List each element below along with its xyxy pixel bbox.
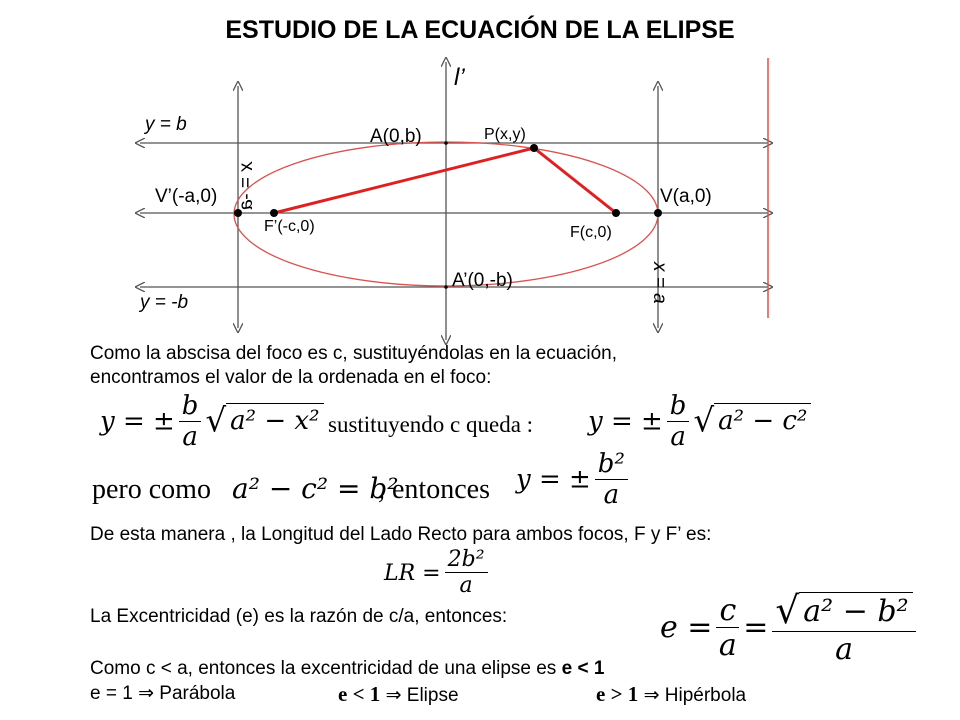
ecc-den-2: a	[835, 632, 853, 668]
point-v-prime-dot	[234, 209, 242, 217]
label-y-neg-b: y = -b	[140, 292, 189, 313]
paragraph-1-line-2: encontramos el valor de la ordenada en el foco:	[90, 367, 492, 388]
eq1-radicand: a² − x²	[226, 403, 323, 436]
para4-bold: e < 1	[561, 658, 605, 679]
lr-num: 2b²	[445, 548, 488, 573]
label-point-a: A(0,b)	[370, 126, 422, 147]
eq3-expr: a² − c² = b²	[232, 472, 399, 505]
eq2-num: b	[667, 392, 690, 422]
axis-label: l’	[454, 64, 465, 91]
ecc-den-1: a	[718, 628, 737, 664]
lr-lhs: LR =	[384, 560, 441, 586]
paragraph-1-line-1: Como la abscisa del foco es c, sustituyéndolas en la ecuación,	[90, 343, 618, 364]
equation-eccentricity: e = $\frac{c}{a}$ = $\frac{\text{√ a² − b²}}{a}$	[660, 590, 920, 668]
case2-result: ⇒ Elipse	[385, 685, 459, 706]
eq1-num: b	[179, 392, 202, 422]
case-hiperbola	[596, 682, 746, 707]
label-x-neg-a: x = -a	[236, 162, 257, 211]
label-point-a-prime: A’(0,-b)	[452, 270, 513, 291]
label-point-f-prime: F’(-c,0)	[264, 218, 315, 235]
eq3-text-2: , entonces	[378, 474, 490, 505]
label-point-p: P(x,y)	[484, 126, 526, 143]
case-elipse	[338, 682, 459, 707]
paragraph-3: La Excentricidad (e) es la razón de c/a, entonces:	[90, 606, 508, 627]
equation-ordinate-focus: y = ± $\frac{b}{a}$ √ a² − c²	[588, 392, 811, 453]
lr-den: a	[459, 573, 473, 599]
eq2-radicand: a² − c²	[714, 403, 811, 436]
paragraph-2: De esta manera , la Longitud del Lado Recto para ambos focos, F y F’ es:	[90, 524, 712, 545]
case1-cond: e = 1	[90, 683, 133, 704]
paragraph-4	[90, 658, 604, 680]
eq3-lhs: y = ±	[516, 464, 591, 495]
ecc-eq: =	[743, 610, 769, 646]
point-v-dot	[654, 209, 662, 217]
label-point-v-prime: V’(-a,0)	[155, 186, 218, 207]
point-f-dot	[612, 209, 620, 217]
para4-text: Como c < a, entonces la excentricidad de una elipse es	[90, 658, 562, 679]
ecc-radicand: a² − b²	[799, 592, 912, 628]
ecc-num-1: c	[716, 594, 739, 628]
eq3-den: a	[603, 479, 620, 510]
eq3-text-1: pero como	[92, 474, 211, 505]
label-y-b: y = b	[145, 114, 187, 135]
point-a-dot	[444, 141, 448, 145]
point-f-prime-dot	[270, 209, 278, 217]
label-point-f: F(c,0)	[570, 224, 612, 241]
segment-p-f	[534, 148, 616, 213]
eq1-lhs: y = ±	[100, 406, 175, 437]
equation-ordinate-final	[516, 450, 632, 511]
eq2-lhs: y = ±	[588, 406, 663, 437]
equation-lado-recto	[384, 548, 492, 600]
case-parabola	[90, 682, 235, 705]
label-x-a: x = a	[649, 262, 670, 304]
eq-mid-text: sustituyendo c queda :	[328, 412, 534, 437]
label-point-v: V(a,0)	[660, 186, 712, 207]
eq2-den: a	[670, 421, 686, 452]
page-title: ESTUDIO DE LA ECUACIÓN DE LA ELIPSE	[225, 16, 735, 44]
point-a-prime-dot	[444, 285, 448, 289]
ecc-lhs: e =	[660, 610, 713, 646]
case3-result: ⇒ Hipérbola	[643, 685, 747, 706]
eq3-num: b²	[595, 450, 628, 480]
eq1-den: a	[182, 421, 198, 452]
equation-ordinate: y = ± $\frac{b}{a}$ √ a² − x²	[100, 392, 324, 453]
case2-cond: e < 1	[338, 682, 381, 706]
case1-result: ⇒ Parábola	[138, 683, 236, 704]
point-p-dot	[530, 144, 538, 152]
case3-cond: e > 1	[596, 682, 639, 706]
